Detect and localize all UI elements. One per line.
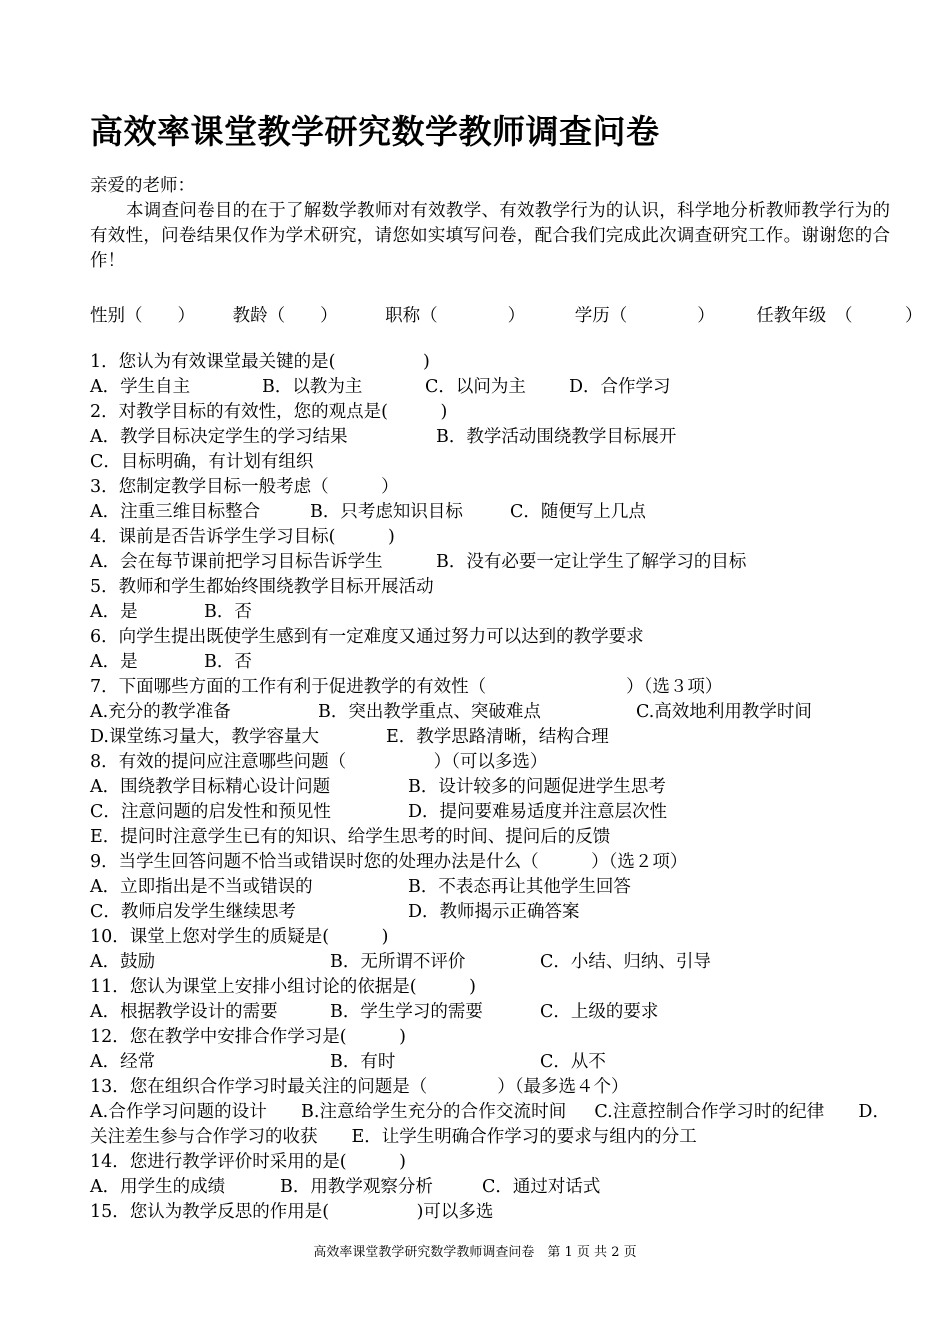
- option: A．围绕教学目标精心设计问题: [90, 777, 331, 797]
- option: A．学生自主: [90, 377, 191, 397]
- option-row: [90, 800, 890, 825]
- option: B．否: [204, 602, 252, 622]
- question-text: 4．课前是否告诉学生学习目标( ): [90, 527, 395, 547]
- question-text: 7．下面哪些方面的工作有利于促进教学的有效性（ ）（选３项）: [90, 677, 723, 697]
- option: A．是: [90, 652, 138, 672]
- option: B．以教为主: [262, 377, 363, 397]
- option: C．随便写上几点: [510, 502, 646, 522]
- option-row: [90, 900, 890, 925]
- salutation: 亲爱的老师：: [90, 176, 195, 196]
- question-text: 13．您在组织合作学习时最关注的问题是（ ）（最多选４个）: [90, 1077, 629, 1097]
- option: C．从不: [540, 1052, 606, 1072]
- option: A．注重三维目标整合: [90, 502, 261, 522]
- option: B．用教学观察分析: [280, 1177, 433, 1197]
- option: A.合作学习问题的设计: [90, 1102, 267, 1122]
- question-text: 8．有效的提问应注意哪些问题（ ）（可以多选）: [90, 752, 548, 772]
- option: A．立即指出是不当或错误的: [90, 877, 313, 897]
- question-list: [90, 350, 890, 1225]
- option: E．提问时注意学生已有的知识、给学生思考的时间、提问后的反馈: [90, 827, 611, 847]
- option: B．设计较多的问题促进学生思考: [408, 777, 666, 797]
- info-education: 学历（ ）: [574, 306, 715, 326]
- option: A．教学目标决定学生的学习结果: [90, 427, 348, 447]
- question-text: 6．向学生提出既使学生感到有一定难度又通过努力可以达到的教学要求: [90, 627, 644, 647]
- option-row: [90, 425, 890, 450]
- question-text: 14．您进行教学评价时采用的是( ): [90, 1152, 406, 1172]
- option-row: [90, 500, 890, 525]
- info-teaching-years: 教龄（ ）: [232, 306, 338, 326]
- option: A．是: [90, 602, 138, 622]
- option-row: [90, 650, 890, 675]
- option: C．目标明确，有计划有组织: [90, 452, 314, 472]
- option-row: [90, 450, 890, 475]
- option-row: [90, 725, 890, 750]
- intro-paragraph: 本调查问卷目的在于了解数学教师对有效教学、有效教学行为的认识，科学地分析教师教学行为的有效性，问卷结果仅作为学术研究，请您如实填写问卷，配合我们完成此次调查研究工作。谢谢您的合作！: [90, 201, 890, 271]
- option: B．突出教学重点、突破难点: [318, 702, 541, 722]
- question-text: 15．您认为教学反思的作用是( )可以多选: [90, 1202, 494, 1222]
- option: B.注意给学生充分的合作交流时间: [301, 1102, 567, 1122]
- option: B．否: [204, 652, 252, 672]
- option-row: [90, 700, 890, 725]
- option: A．鼓励: [90, 952, 156, 972]
- option: B．学生学习的需要: [330, 1002, 483, 1022]
- option-row: [90, 375, 890, 400]
- intro: [90, 174, 890, 274]
- option-row: [90, 1175, 890, 1200]
- info-gender: 性别（ ）: [90, 306, 195, 326]
- option-row: [90, 1100, 890, 1150]
- option-row: [90, 875, 890, 900]
- option: C．注意问题的启发性和预见性: [90, 802, 331, 822]
- question-text: 5．教师和学生都始终围绕教学目标开展活动: [90, 577, 434, 597]
- option-row: [90, 550, 890, 575]
- question-text: 12．您在教学中安排合作学习是( ): [90, 1027, 406, 1047]
- option: C．小结、归纳、引导: [540, 952, 711, 972]
- option: C.注意控制合作学习时的纪律: [594, 1102, 825, 1122]
- option: A．用学生的成绩: [90, 1177, 226, 1197]
- option: B．无所谓不评价: [330, 952, 466, 972]
- info-grade: 任教年级 （ ）: [756, 306, 923, 326]
- question-text: 11．您认为课堂上安排小组讨论的依据是( ): [90, 977, 476, 997]
- option-row: [90, 1000, 890, 1025]
- option: A．经常: [90, 1052, 156, 1072]
- option-row: [90, 775, 890, 800]
- option: A．会在每节课前把学习目标告诉学生: [90, 552, 383, 572]
- option: A．根据教学设计的需要: [90, 1002, 278, 1022]
- option: C．通过对话式: [482, 1177, 601, 1197]
- option: B．只考虑知识目标: [310, 502, 463, 522]
- option: C．以问为主: [425, 377, 526, 397]
- page-title: 高效率课堂教学研究数学教师调查问卷: [90, 112, 660, 151]
- option: B．没有必要一定让学生了解学习的目标: [436, 552, 747, 572]
- question-text: 9．当学生回答问题不恰当或错误时您的处理办法是什么（ ）（选２项）: [90, 852, 688, 872]
- question-text: 3．您制定教学目标一般考虑（ ）: [90, 477, 399, 497]
- option: D.课堂练习量大，教学容量大: [90, 727, 319, 747]
- option: D．教师揭示正确答案: [408, 902, 580, 922]
- option-row: [90, 825, 890, 850]
- option: B．教学活动围绕教学目标展开: [436, 427, 677, 447]
- option: B．不表态再让其他学生回答: [408, 877, 631, 897]
- option: D．提问要难易适度并注意层次性: [408, 802, 668, 822]
- option-row: [90, 600, 890, 625]
- respondent-info: [90, 302, 950, 327]
- option-row: [90, 950, 890, 975]
- option: D．合作学习: [569, 377, 671, 397]
- option-row: [90, 1050, 890, 1075]
- info-title: 职称（ ）: [385, 306, 526, 326]
- question-text: 2．对教学目标的有效性，您的观点是( ): [90, 402, 448, 422]
- option: C．教师启发学生继续思考: [90, 902, 296, 922]
- option: C.高效地利用教学时间: [636, 702, 812, 722]
- question-text: 1．您认为有效课堂最关键的是( ): [90, 352, 430, 372]
- option: C．上级的要求: [540, 1002, 659, 1022]
- option: A.充分的教学准备: [90, 702, 231, 722]
- option: E．教学思路清晰，结构合理: [386, 727, 609, 747]
- option: B．有时: [330, 1052, 396, 1072]
- option: D．关注差生参与合作学习的收获: [90, 1102, 891, 1147]
- option: E．让学生明确合作学习的要求与组内的分工: [351, 1127, 697, 1147]
- page-footer: 高效率课堂教学研究数学教师调查问卷 第 1 页 共 2 页: [313, 1245, 637, 1260]
- question-text: 10．课堂上您对学生的质疑是( ): [90, 927, 389, 947]
